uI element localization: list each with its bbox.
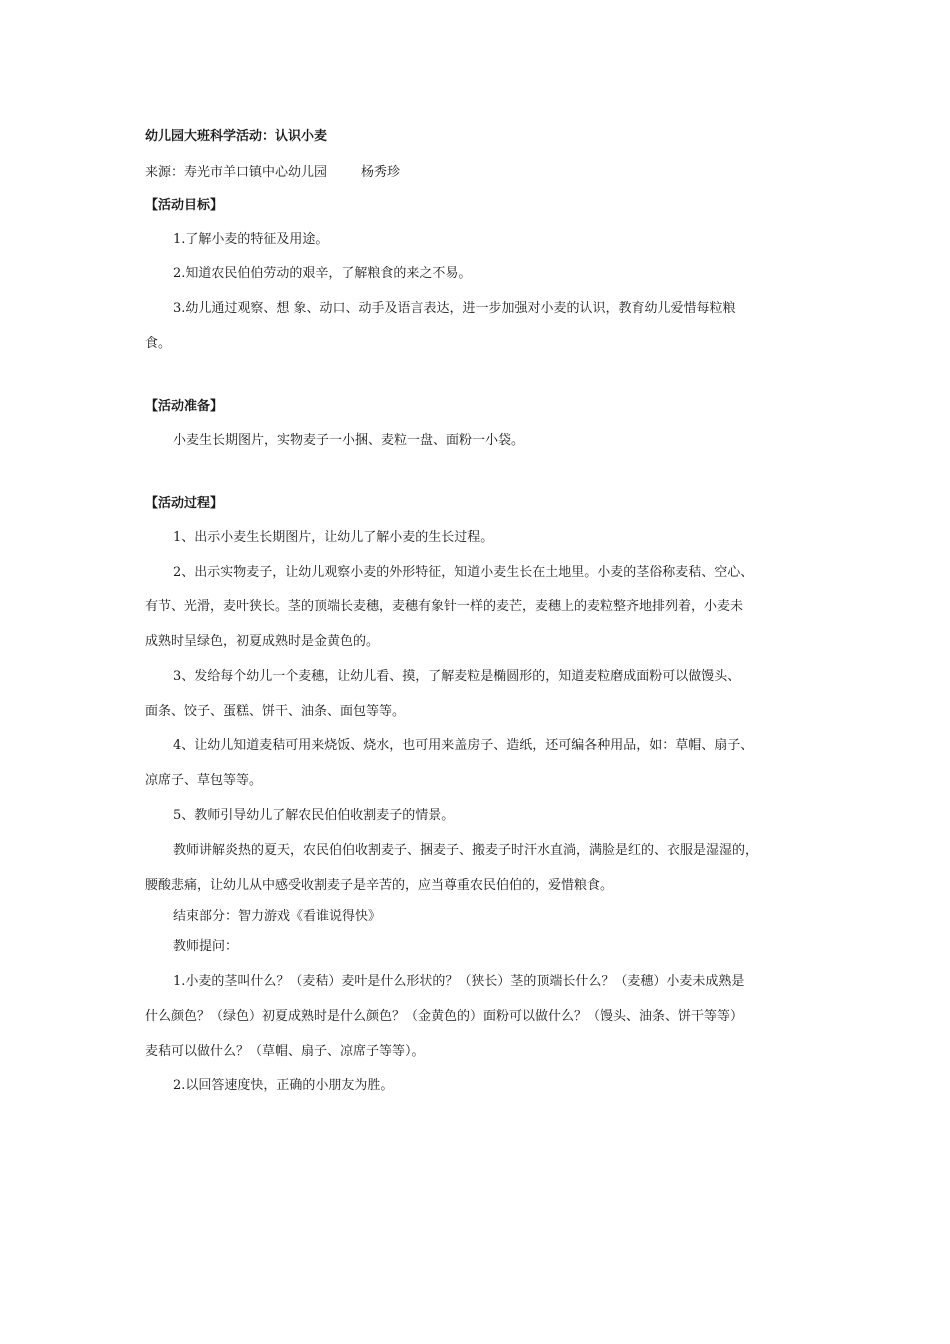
question-1-line1: 1.小麦的茎叫什么？（麦秸）麦叶是什么形状的？（狭长）茎的顶端长什么？（麦穗）小麦未成熟是 (173, 974, 745, 989)
document-title: 幼儿园大班科学活动：认识小麦 (145, 129, 328, 144)
process-step-3-line1: 3、发给每个幼儿一个麦穗，让幼儿看、摸，了解麦粒是椭圆形的，知道麦粒磨成面粉可以做馒头、 (173, 669, 741, 684)
teacher-question-label: 教师提问： (173, 939, 239, 954)
process-step-4-line1: 4、让幼儿知道麦秸可用来烧饭、烧水，也可用来盖房子、造纸，还可编各种用品，如：草帽、扇子、 (173, 738, 754, 753)
goal-item-3-line1: 3.幼儿通过观察、想 象、动口、动手及语言表达，进一步加强对小麦的认识，教育幼儿爱惜每粒粮 (173, 301, 736, 316)
teacher-talk-line2: 腰酸悲痛，让幼儿从中感受收割麦子是辛苦的，应当尊重农民伯伯的，爱惜粮食。 (145, 878, 614, 893)
process-step-1: 1、出示小麦生长期图片，让幼儿了解小麦的生长过程。 (173, 530, 494, 545)
goal-item-2: 2.知道农民伯伯劳动的艰辛，了解粮食的来之不易。 (173, 266, 472, 281)
process-step-2-line1: 2、出示实物麦子，让幼儿观察小麦的外形特征，知道小麦生长在土地里。小麦的茎俗称麦秸、空心、 (173, 565, 754, 580)
teacher-talk-line1: 教师讲解炎热的夏天，农民伯伯收割麦子、捆麦子、搬麦子时汗水直淌，满脸是红的、衣服是湿湿的， (173, 843, 759, 858)
process-step-4-line2: 凉席子、草包等等。 (145, 773, 263, 788)
source-line (145, 164, 400, 182)
prep-heading: 【活动准备】 (145, 399, 224, 414)
source-label: 来源：寿光市羊口镇中心幼儿园 (145, 165, 328, 180)
process-step-5: 5、教师引导幼儿了解农民伯伯收割麦子的情景。 (173, 808, 455, 823)
question-2: 2.以回答速度快，正确的小朋友为胜。 (173, 1078, 394, 1093)
goal-item-1: 1.了解小麦的特征及用途。 (173, 232, 329, 247)
ending-intro: 结束部分：智力游戏《看谁说得快》 (173, 909, 382, 924)
prep-text: 小麦生长期图片，实物麦子一小捆、麦粒一盘、面粉一小袋。 (173, 433, 525, 448)
question-1-line3: 麦秸可以做什么？（草帽、扇子、凉席子等等）。 (145, 1044, 425, 1059)
author-name: 杨秀珍 (361, 165, 401, 180)
goal-item-3-line2: 食。 (145, 336, 172, 351)
process-heading: 【活动过程】 (145, 496, 224, 511)
process-step-3-line2: 面条、饺子、蛋糕、饼干、油条、面包等等。 (145, 704, 406, 719)
process-step-2-line3: 成熟时呈绿色，初夏成熟时是金黄色的。 (145, 634, 380, 649)
question-1-line2: 什么颜色？（绿色）初夏成熟时是什么颜色？（金黄色的）面粉可以做什么？（馒头、油条、饼干等等） (145, 1009, 744, 1024)
process-step-2-line2: 有节、光滑，麦叶狭长。茎的顶端长麦穗，麦穗有象针一样的麦芒，麦穗上的麦粒整齐地排列着，小麦未 (145, 599, 744, 614)
goals-heading: 【活动目标】 (145, 198, 224, 213)
